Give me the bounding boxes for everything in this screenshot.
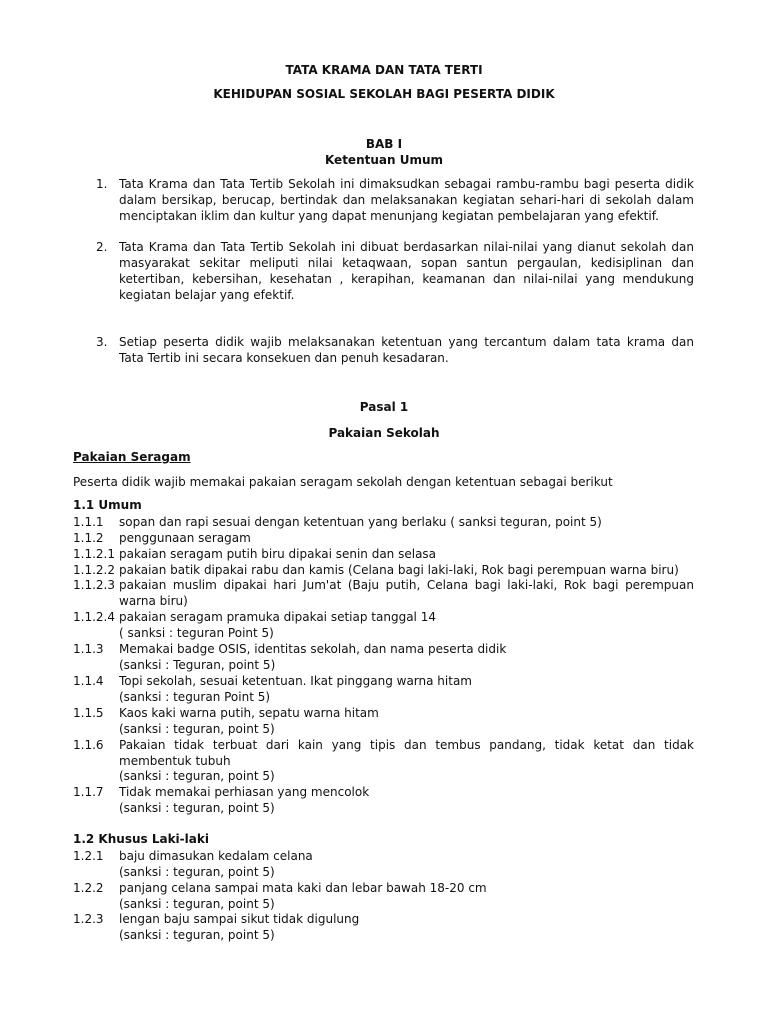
item-sanction: (sanksi : teguran Point 5) [119, 690, 271, 704]
item-number: 1.1.1 [73, 515, 104, 529]
item-text: panjang celana sampai mata kaki dan lebar bawah 18-20 cm [119, 881, 487, 895]
item-text: baju dimasukan kedalam celana [119, 849, 313, 863]
item-text: lengan baju sampai sikut tidak digulung [119, 912, 360, 926]
item-sanction: (sanksi : teguran, point 5) [119, 897, 275, 911]
item-number: 1.1.5 [73, 706, 104, 720]
item-number: 1.2.3 [73, 912, 104, 926]
item-sanction: (sanksi : teguran, point 5) [119, 865, 275, 879]
item-number: 1.1.3 [73, 642, 104, 656]
document-subtitle: KEHIDUPAN SOSIAL SEKOLAH BAGI PESERTA DIDIK [213, 87, 555, 101]
item-text: penggunaan seragam [119, 531, 251, 545]
chapter-title: Ketentuan Umum [324, 153, 444, 167]
article-label: Pasal 1 [359, 400, 409, 414]
intro-item-text: Tata Krama dan Tata Tertib Sekolah ini dimaksudkan sebagai rambu-rambu bagi peserta didik dalam bersikap, berucap, bertindak dan melaksanakan kegiatan sehari-hari di sekolah dalam menciptakan iklim dan kultur yang dapat menunjang kegiatan pembelajaran yang efektif. [119, 177, 694, 223]
section-heading: Pakaian Seragam [73, 450, 191, 464]
intro-item-text: Tata Krama dan Tata Tertib Sekolah ini dibuat berdasarkan nilai-nilai yang dianut sekolah dan masyarakat sekitar meliputi nilai ketaqwaan, sopan santun pergaulan, kedisiplinan dan ketertiban, kebersihan, kesehatan , kerapihan, keamanan dan nilai-nilai yang mendukung kegiatan belajar yang efektif. [119, 240, 694, 302]
item-number: 1.2.2 [73, 881, 104, 895]
item-text: pakaian seragam putih biru dipakai senin dan selasa [119, 547, 437, 561]
item-text: Pakaian tidak terbuat dari kain yang tipis dan tembus pandang, tidak ketat dan tidak membentuk tubuh [119, 738, 694, 768]
item-number: 1.1.7 [73, 785, 104, 799]
item-number: 1.1.2.2 [73, 563, 115, 577]
item-text: pakaian batik dipakai rabu dan kamis (Celana bagi laki-laki, Rok bagi perempuan warna biru) [119, 563, 679, 577]
item-text: Topi sekolah, sesuai ketentuan. Ikat pinggang warna hitam [119, 674, 472, 688]
item-sanction: ( sanksi : teguran Point 5) [119, 626, 274, 640]
item-text: Memakai badge OSIS, identitas sekolah, dan nama peserta didik [119, 642, 507, 656]
item-number: 1.1.2.4 [73, 610, 115, 624]
item-text: sopan dan rapi sesuai dengan ketentuan yang berlaku ( sanksi teguran, point 5) [119, 515, 602, 529]
item-sanction: (sanksi : teguran, point 5) [119, 769, 275, 783]
subsection-heading-khusus: 1.2 Khusus Laki-laki [73, 832, 209, 846]
intro-item-text: Setiap peserta didik wajib melaksanakan ketentuan yang tercantum dalam tata krama dan Tata Tertib ini secara konsekuen dan penuh kesadaran. [119, 335, 694, 365]
item-text: Tidak memakai perhiasan yang mencolok [119, 785, 370, 799]
item-text: pakaian seragam pramuka dipakai setiap tanggal 14 [119, 610, 436, 624]
intro-item-number: 1. [96, 177, 108, 191]
item-number: 1.2.1 [73, 849, 104, 863]
item-number: 1.1.2.1 [73, 547, 115, 561]
item-number: 1.1.2 [73, 531, 104, 545]
item-sanction: (sanksi : teguran, point 5) [119, 928, 275, 942]
chapter-label: BAB I [365, 137, 403, 151]
item-number: 1.1.4 [73, 674, 104, 688]
item-number: 1.1.6 [73, 738, 104, 752]
subsection-heading-umum: 1.1 Umum [73, 498, 142, 512]
item-number: 1.1.2.3 [73, 578, 115, 592]
item-text: pakaian muslim dipakai hari Jum'at (Baju putih, Celana bagi laki-laki, Rok bagi perempuan warna biru) [119, 578, 694, 608]
item-text: Kaos kaki warna putih, sepatu warna hitam [119, 706, 379, 720]
document-title: TATA KRAMA DAN TATA TERTI [285, 63, 483, 77]
article-title: Pakaian Sekolah [328, 426, 440, 440]
section-lead: Peserta didik wajib memakai pakaian seragam sekolah dengan ketentuan sebagai berikut [73, 475, 613, 489]
item-sanction: (sanksi : teguran, point 5) [119, 801, 275, 815]
intro-item-number: 3. [96, 335, 108, 349]
intro-item-number: 2. [96, 240, 108, 254]
item-sanction: (sanksi : teguran, point 5) [119, 722, 275, 736]
item-sanction: (sanksi : Teguran, point 5) [119, 658, 276, 672]
